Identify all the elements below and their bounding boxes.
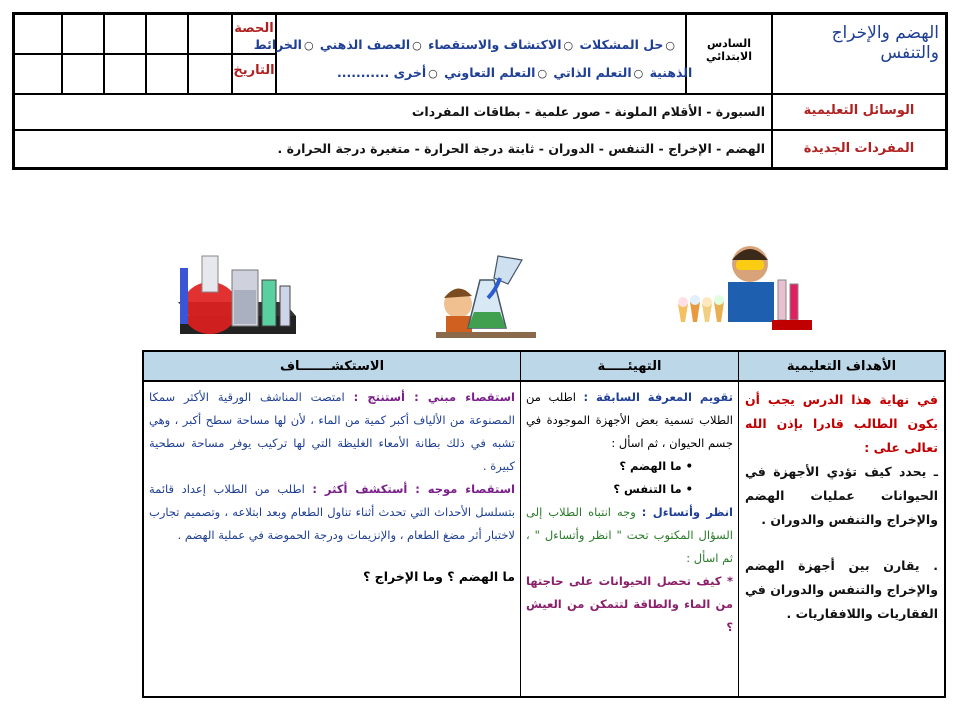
intro-question-item: • ما الهضم ؟	[619, 459, 693, 473]
tools-label-cell	[772, 94, 946, 130]
desk-shape	[436, 332, 536, 338]
big-question: * كيف تحصل الحيوانات على حاجتها من الماء والطاقة لتتمكن من العيش ؟	[526, 574, 733, 634]
date-entry-cell[interactable]	[188, 54, 232, 94]
strategy-option: أخرى ...........	[337, 65, 427, 80]
checkbox-icon[interactable]: ○	[428, 67, 438, 80]
strategy-option: الخرائط	[253, 37, 302, 52]
strategy-option: الذهنية	[649, 65, 693, 80]
date-entry-cell[interactable]	[146, 54, 188, 94]
vocab-value: الهضم - الإخراج - التنفس - الدوران - ثابتة درجة الحرارة - متغيرة درجة الحرارة .	[277, 141, 765, 156]
intro-question-item: • ما التنفس ؟	[613, 482, 693, 496]
period-label: الحصة	[234, 21, 274, 36]
strategy-option: حل المشكلات	[579, 37, 664, 52]
intro-column	[520, 352, 738, 696]
objectives-intro: في نهاية هذا الدرس يجب أن يكون الطالب قادرا بإذن الله تعالى على :	[745, 392, 938, 455]
checkbox-icon[interactable]: ○	[665, 39, 675, 52]
lesson-plan-table	[142, 350, 946, 698]
test-tube-shape	[778, 280, 786, 320]
prior-knowledge-label: تقويم المعرفة السابقة :	[583, 390, 733, 404]
tools-label: الوسائل التعليمية	[803, 103, 915, 118]
date-label-cell	[232, 54, 276, 94]
period-label-cell	[232, 14, 276, 54]
date-label: التاريخ	[233, 63, 275, 78]
prior-knowledge-text: اطلب من الطلاب تسمية بعض الأجهزة الموجودة في جسم الحيوان ، ثم اسأل :	[526, 390, 733, 450]
vocab-label: المفردات الجديدة	[803, 141, 915, 156]
strategies-line-2	[337, 65, 692, 80]
lab-glassware-image	[172, 250, 302, 342]
look-wonder-text: وجه انتباه الطلاب إلى السؤال المكتوب تحت " انظر وأتساءل " ، ثم اسأل :	[526, 505, 733, 565]
intro-question-text: ما الهضم ؟	[619, 459, 682, 473]
checkbox-icon[interactable]: ○	[412, 39, 422, 52]
student-cartoon-image	[436, 250, 536, 342]
vocab-value-cell	[14, 130, 772, 168]
beaker-liquid-shape	[234, 290, 256, 324]
checkbox-icon[interactable]: ○	[563, 39, 574, 52]
guided-inquiry-text: اطلب من الطلاب إعداد قائمة بتسلسل الأحداث التي تحدث أثناء تناول الطعام وبعد ابتلاعه ، وتصميم تجارب لاختبار أثر مضغ الطعام ، والإنزيمات ودرجة الحموضة في عملية الهضم .	[149, 482, 515, 542]
period-entry-cell[interactable]	[14, 14, 62, 54]
grade-label: السادس الابتدائي	[706, 37, 752, 63]
cone-top-shape	[690, 295, 700, 305]
clear-tube-shape	[280, 286, 290, 326]
blue-tube-shape	[180, 268, 188, 324]
boy-hair-shape	[732, 249, 768, 260]
look-wonder-label: انظر وأتساءل :	[641, 505, 733, 519]
objective-item: . يقارن بين أجهزة الهضم والإخراج والتنفس والدوران في الفقاريات واللافقاريات .	[745, 558, 938, 621]
strategies-line-1	[254, 37, 677, 52]
structured-inquiry-text: امتصت المناشف الورقية الأكثر سمكا المصنوعة من الألياف أكبر كمية من الماء ، لأن لها مساحة سطح أكبر ، وهي تشبه في ذلك بطانة الأمعاء الغليظة التي لها تركيب يوفر مساحة سطحية كبيرة .	[149, 390, 515, 473]
intro-header: التهيئـــــة	[521, 352, 738, 382]
lesson-title: الهضم والإخراج والتنفس	[831, 23, 939, 63]
objective-item: ـ يحدد كيف تؤدي الأجهزة في الحيوانات عمليات الهضم والإخراج والتنفس والدوران .	[745, 464, 938, 527]
lesson-title-cell	[772, 14, 946, 94]
structured-inquiry-label: استقصاء مبني : أستنتج :	[353, 390, 515, 404]
cone-top-shape	[714, 295, 724, 305]
date-entry-cell[interactable]	[14, 54, 62, 94]
flask-neck-shape	[202, 256, 218, 292]
boy-shirt-shape	[728, 282, 774, 322]
period-entry-cell[interactable]	[146, 14, 188, 54]
lesson-header-table	[12, 12, 948, 170]
strategy-option: التعلم الذاتي	[553, 65, 632, 80]
explore-column	[144, 352, 520, 696]
vocab-label-cell	[772, 130, 946, 168]
strategy-option: الاكتشاف والاستقصاء	[428, 37, 562, 52]
cone-top-shape	[702, 297, 712, 307]
student-shirt-shape	[446, 316, 472, 332]
green-tube-shape	[262, 280, 276, 326]
checkbox-icon[interactable]: ○	[537, 67, 548, 80]
checkbox-icon[interactable]: ○	[633, 67, 644, 80]
objectives-column	[738, 352, 944, 696]
strategy-option: العصف الذهني	[319, 37, 411, 52]
period-entry-cell[interactable]	[62, 14, 104, 54]
intro-body	[521, 382, 738, 696]
boy-experiment-image	[672, 240, 822, 344]
safety-goggles-shape	[736, 260, 764, 270]
flask-liquid-shape	[468, 312, 506, 328]
guided-inquiry-label: استقصاء موجه : أستكشف أكثر :	[312, 482, 515, 496]
objectives-header: الأهداف التعليمية	[739, 352, 944, 382]
strategy-option: التعلم التعاوني	[444, 65, 536, 80]
period-entry-cell[interactable]	[188, 14, 232, 54]
cone-top-shape	[678, 297, 688, 307]
final-question: ما الهضم ؟ وما الإخراج ؟	[363, 569, 515, 584]
tools-value: السبورة - الأقلام الملونة - صور علمية - بطاقات المفردات	[411, 104, 765, 119]
tube-rack-shape	[772, 320, 812, 330]
period-entry-cell[interactable]	[104, 14, 146, 54]
intro-question-text: ما التنفس ؟	[613, 482, 682, 496]
grade-cell	[686, 14, 772, 94]
date-entry-cell[interactable]	[62, 54, 104, 94]
explore-header: الاستكشـــــــاف	[144, 352, 520, 382]
explore-body	[144, 382, 520, 696]
tools-value-cell	[14, 94, 772, 130]
checkbox-icon[interactable]: ○	[303, 39, 314, 52]
date-entry-cell[interactable]	[104, 54, 146, 94]
objectives-body	[739, 382, 944, 696]
test-tube-shape	[790, 284, 798, 320]
